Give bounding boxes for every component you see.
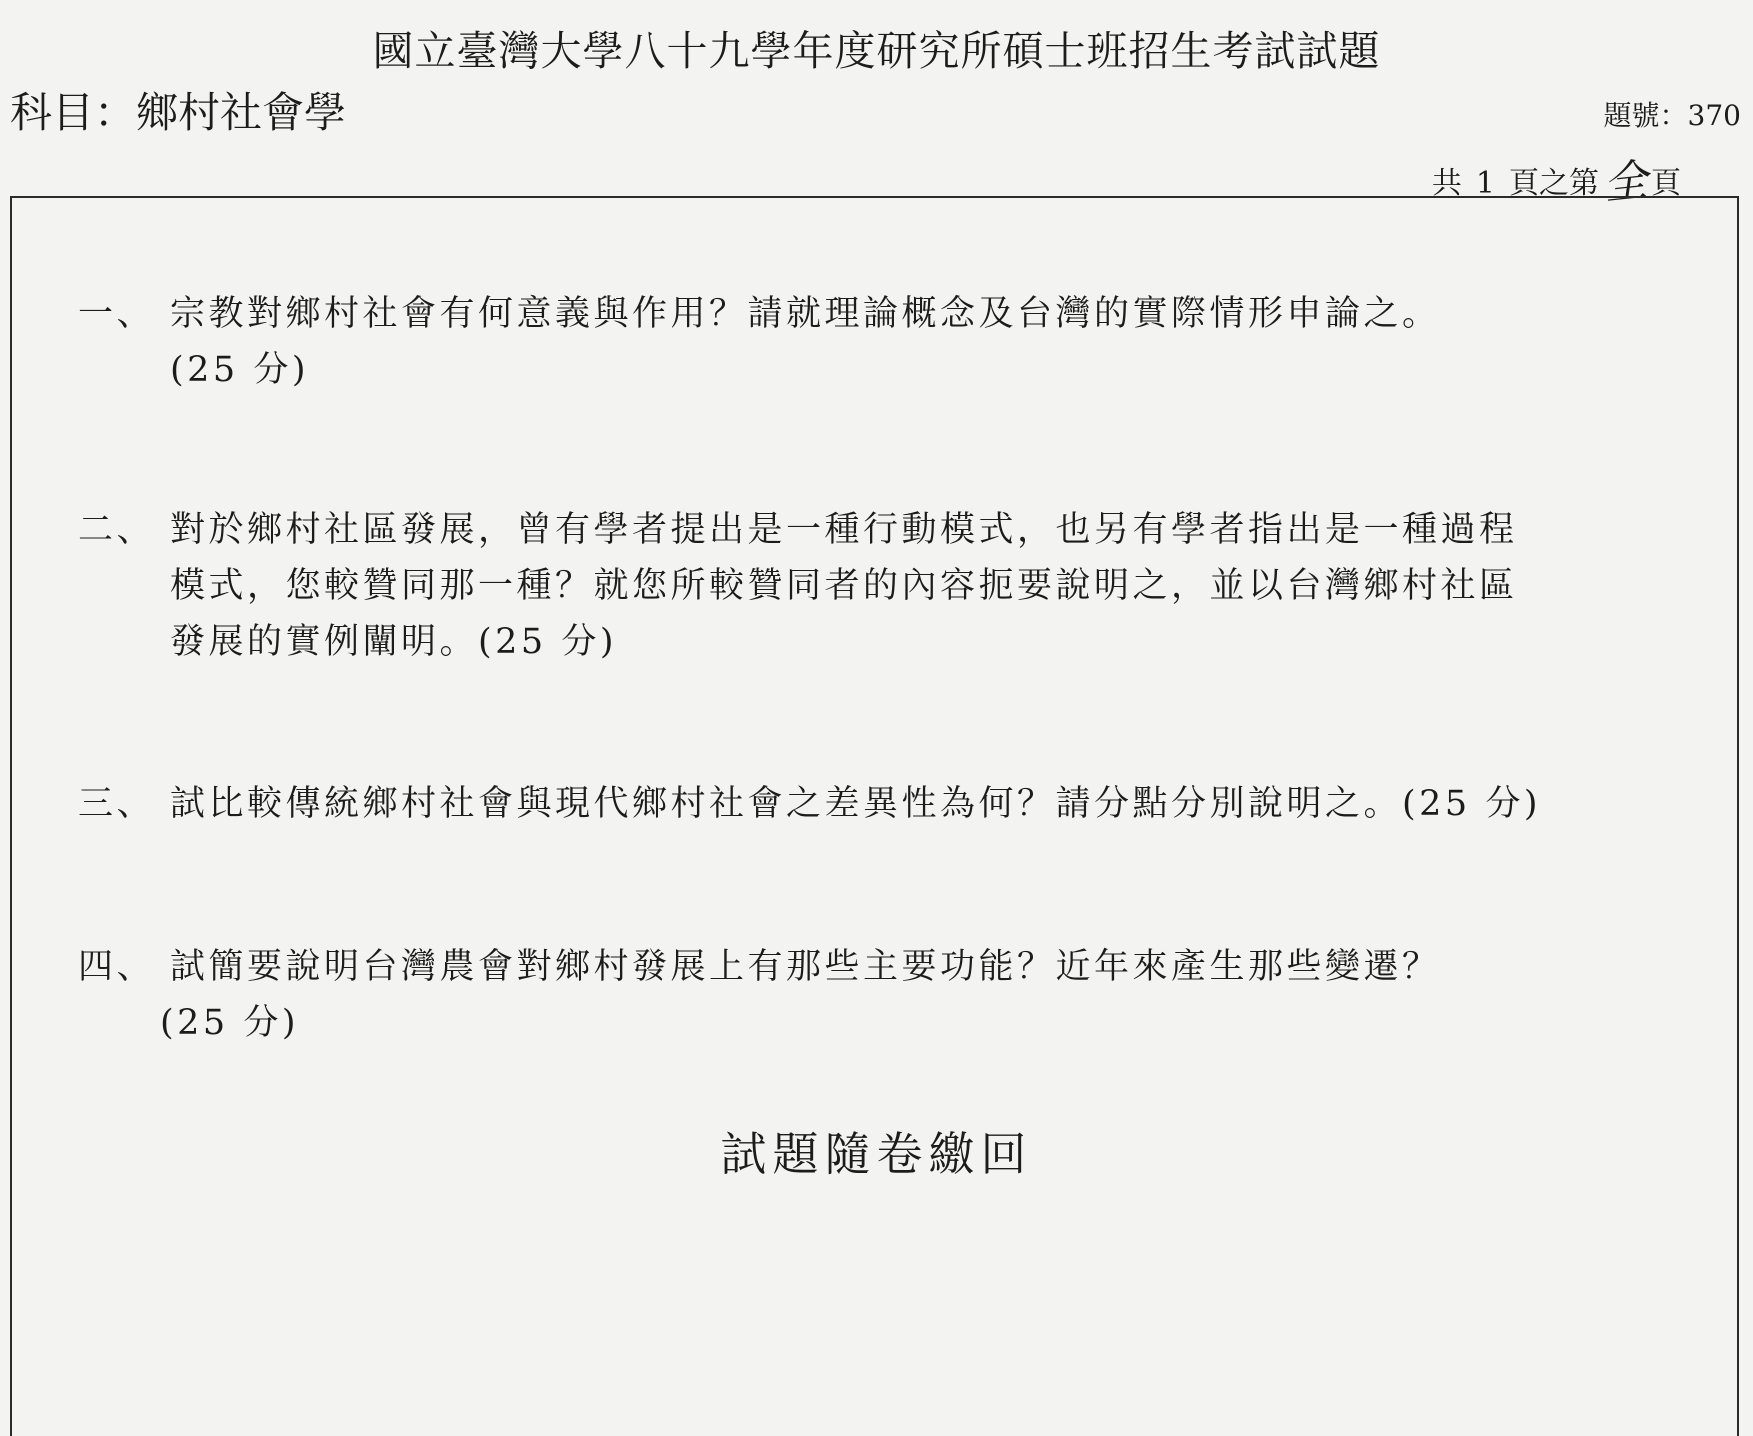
question-2 [78, 502, 1688, 670]
question-2-line-3: 發展的實例闡明。(25 分) [170, 622, 617, 662]
question-number: 題號：370 [1603, 99, 1741, 132]
question-3 [78, 776, 1688, 832]
question-2-number: 二、 [78, 510, 156, 550]
question-1-number: 一、 [78, 294, 156, 334]
question-4-number: 四、 [78, 947, 156, 987]
return-notice: 試題隨卷繳回 [720, 1127, 1033, 1181]
question-2-line-2: 模式，您較贊同那一種？就您所較贊同者的內容扼要說明之，並以台灣鄉村社區 [170, 566, 1518, 606]
page-middle: 頁之第 [1509, 166, 1599, 201]
question-4-line-2: (25 分) [160, 1003, 299, 1043]
subject-label: 科目：鄉村社會學 [10, 88, 347, 137]
page-prefix: 共 [1431, 166, 1462, 201]
question-1-line-1: 宗教對鄉村社會有何意義與作用？請就理論概念及台灣的實際情形申論之。 [170, 294, 1441, 334]
page-current-handwritten: 全 [1600, 154, 1651, 211]
question-1 [78, 286, 1688, 398]
question-2-line-1: 對於鄉村社區發展，曾有學者提出是一種行動模式，也另有學者指出是一種過程 [170, 510, 1518, 550]
question-1-line-2: (25 分) [170, 350, 309, 390]
question-4 [78, 939, 1688, 1051]
question-4-line-1: 試簡要說明台灣農會對鄉村發展上有那些主要功能？近年來產生那些變遷？ [170, 947, 1441, 987]
exam-title: 國立臺灣大學八十九學年度研究所碩士班招生考試試題 [372, 27, 1381, 75]
page-total: 1 [1475, 166, 1495, 201]
question-3-number: 三、 [78, 784, 156, 824]
question-3-line-1: 試比較傳統鄉村社會與現代鄉村社會之差異性為何？請分點分別說明之。(25 分) [170, 784, 1541, 824]
page-suffix: 頁 [1651, 166, 1681, 201]
